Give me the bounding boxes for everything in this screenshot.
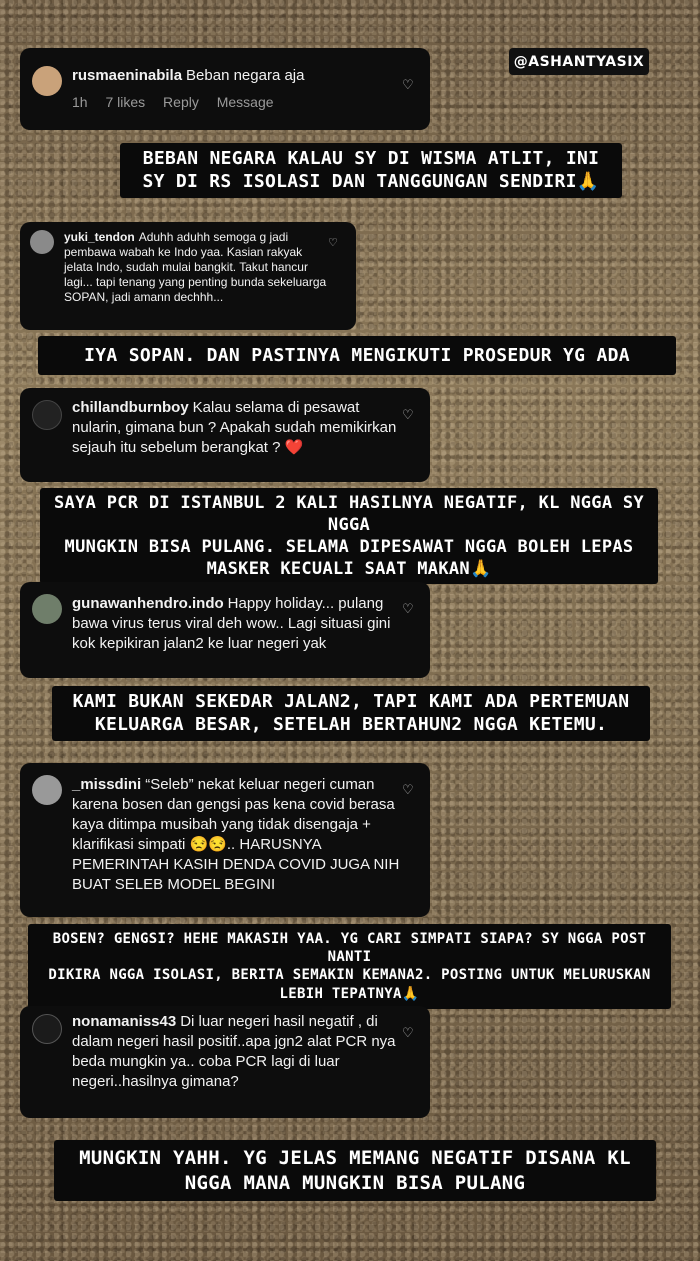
comment-card <box>20 1006 430 1118</box>
reply-text: SAYA PCR DI ISTANBUL 2 KALI HASILNYA NEGATIF, KL NGGA SY NGGA MUNGKIN BISA PULANG. SELAMA DIPESAWAT NGGA BOLEH LEPAS MASKER KECUALI SAAT MAKAN🙏 <box>40 488 658 584</box>
reply-text: MUNGKIN YAHH. YG JELAS MEMANG NEGATIF DISANA KL NGGA MANA MUNGKIN BISA PULANG <box>54 1140 656 1201</box>
comment-username[interactable]: rusmaeninabila <box>72 67 183 84</box>
heart-icon[interactable]: ♡ <box>402 782 414 797</box>
comment-time: 1h <box>72 94 88 110</box>
comment-card <box>20 582 430 678</box>
comment-username[interactable]: _missdini <box>72 776 142 793</box>
avatar[interactable] <box>32 594 62 624</box>
message-button[interactable]: Message <box>216 94 274 110</box>
reply-text: BOSEN? GENGSI? HEHE MAKASIH YAA. YG CARI SIMPATI SIAPA? SY NGGA POST NANTI DIKIRA NGGA ISOLASI, BERITA SEMAKIN KEMANA2. POSTING UNTUK MELURUSKAN LEBIH TEPATNYA🙏 <box>28 924 671 1009</box>
comment-text: Happy holiday... pulang bawa virus terus viral deh wow.. Lagi situasi gini kok kepikiran jalan2 ke luar negeri yak <box>72 595 391 652</box>
avatar[interactable] <box>32 775 62 805</box>
avatar[interactable] <box>32 400 62 430</box>
comment-card <box>20 763 430 917</box>
reply-button[interactable]: Reply <box>163 94 199 110</box>
comment-text: Di luar negeri hasil negatif , di dalam negeri hasil positif..apa jgn2 alat PCR nya beda mungkin ya.. coba PCR lagi di luar negeri..hasilnya gimana? <box>72 1013 396 1090</box>
heart-icon[interactable]: ♡ <box>328 237 338 249</box>
comment-text: Kalau selama di pesawat nularin, gimana bun ? Apakah sudah memikirkan sejauh itu sebelum berangkat ? ❤️ <box>72 399 397 456</box>
comment-username[interactable]: gunawanhendro.indo <box>72 595 224 612</box>
comment-text: “Seleb” nekat keluar negeri cuman karena bosen dan gengsi pas kena covid berasa kaya ditimpa musibah yang tidak disengaja + klarifikasi simpati 😒😒.. HARUSNYA PEMERINTAH KASIH DENDA COVID JUGA NIH BUAT SELEB MODEL BEGINI <box>72 776 400 893</box>
reply-text: KAMI BUKAN SEKEDAR JALAN2, TAPI KAMI ADA PERTEMUAN KELUARGA BESAR, SETELAH BERTAHUN2 NGGA KETEMU. <box>52 686 650 741</box>
reply-text: BEBAN NEGARA KALAU SY DI WISMA ATLIT, INI SY DI RS ISOLASI DAN TANGGUNGAN SENDIRI🙏 <box>120 143 622 198</box>
comment-username[interactable]: yuki_tendon <box>64 230 135 244</box>
avatar[interactable] <box>32 66 62 96</box>
comment-username[interactable]: chillandburnboy <box>72 399 189 416</box>
reply-text: IYA SOPAN. DAN PASTINYA MENGIKUTI PROSEDUR YG ADA <box>38 336 676 375</box>
heart-icon[interactable]: ♡ <box>402 601 414 616</box>
avatar[interactable] <box>30 230 54 254</box>
comment-card <box>20 222 356 330</box>
comment-card <box>20 48 430 130</box>
comment-text: Beban negara aja <box>186 67 305 84</box>
comment-card <box>20 388 430 482</box>
comment-text: Aduhh aduhh semoga g jadi pembawa wabah ke Indo yaa. Kasian rakyak jelata Indo, sudah mulai bangkit. Takut hancur lagi... tapi tenang yang penting bunda sekeluarga SOPAN, jadi amann dechhh... <box>64 230 327 304</box>
account-tag[interactable]: @ASHANTYASIX <box>509 48 649 75</box>
heart-icon[interactable]: ♡ <box>402 407 414 422</box>
avatar[interactable] <box>32 1014 62 1044</box>
heart-icon[interactable]: ♡ <box>402 77 414 92</box>
comment-likes[interactable]: 7 likes <box>105 94 146 110</box>
comment-username[interactable]: nonamaniss43 <box>72 1013 177 1030</box>
heart-icon[interactable]: ♡ <box>402 1025 414 1040</box>
